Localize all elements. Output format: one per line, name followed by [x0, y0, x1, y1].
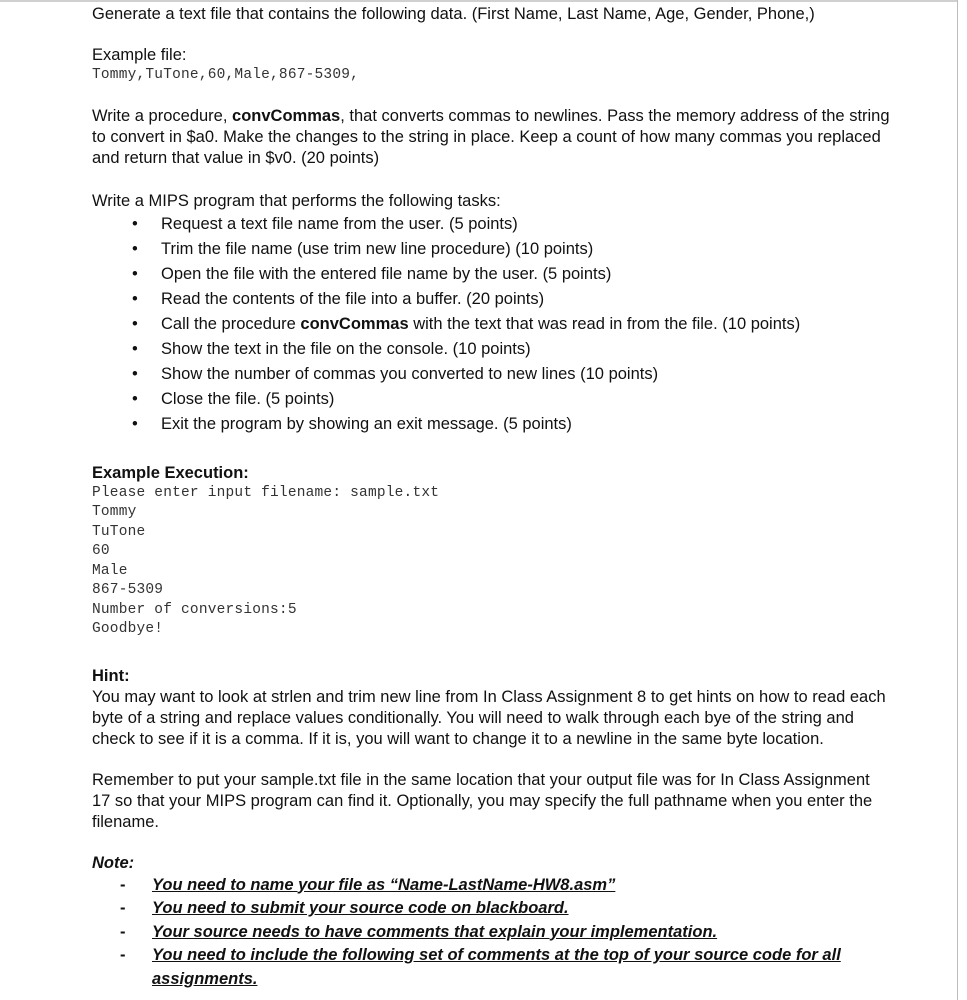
console-line: Tommy — [92, 504, 137, 520]
task-item: • Show the text in the file on the console. (10 points) — [92, 337, 892, 362]
bullet-icon: • — [132, 214, 138, 233]
dash-icon: - — [120, 922, 126, 941]
top-border — [0, 0, 957, 2]
bullet-icon: • — [132, 339, 138, 358]
dash-icon: - — [120, 875, 126, 894]
remember-paragraph: Remember to put your sample.txt file in the same location that your output file was for In Class Assignment 17 so that your MIPS program can find it. Optionally, you may specify the full pathname when you enter the filename. — [92, 770, 873, 831]
bullet-icon: • — [132, 414, 138, 433]
bullet-icon: • — [132, 239, 138, 258]
note-item: - You need to submit your source code on blackboard. — [92, 897, 892, 921]
bullet-icon: • — [132, 389, 138, 408]
task-item: • Call the procedure convCommas with the text that was read in from the file. (10 points) — [92, 312, 892, 337]
console-line: Number of conversions:5 — [92, 601, 297, 618]
console-line: Goodbye! — [92, 621, 164, 637]
tasks-intro: Write a MIPS program that performs the following tasks: — [92, 191, 501, 210]
procedure-paragraph — [92, 106, 892, 169]
dash-icon: - — [120, 899, 126, 917]
bullet-icon: • — [132, 364, 138, 383]
example-file-content: Tommy,TuTone,60,Male,867-5309, — [92, 67, 360, 83]
note-item: - Your source needs to have comments that explain your implementation. — [92, 921, 892, 945]
task-item: • Trim the file name (use trim new line procedure) (10 points) — [92, 237, 892, 262]
procedure-name-bold: convCommas — [232, 106, 341, 125]
task-item: • Exit the program by showing an exit message. (5 points) — [92, 412, 892, 437]
bullet-icon: • — [132, 264, 138, 283]
task-item: • Close the file. (5 points) — [92, 387, 892, 412]
right-border — [957, 0, 958, 1000]
console-line: TuTone — [92, 523, 146, 540]
task-item: • Show the number of commas you converted to new lines (10 points) — [92, 362, 892, 387]
console-line: 60 — [92, 543, 110, 559]
note-item: - You need to name your file as “Name-LastName-HW8.asm” — [92, 874, 892, 898]
note-item: - You need to include the following set of comments at the top of your source code for all assignments. — [120, 946, 841, 988]
bullet-icon: • — [132, 289, 138, 308]
bullet-icon: • — [132, 314, 138, 333]
notes-list — [92, 874, 892, 992]
task-item: • Request a text file name from the user. (5 points) — [92, 212, 892, 237]
procedure-text-after: , that converts commas to newlines. Pass the memory address of the string to convert in $a0. Make the changes to the string in place. Keep a count of how many commas you replaced and return that value in $v0. (20 points) — [92, 106, 890, 167]
example-file-label: Example file: — [92, 46, 187, 64]
task-item: • Read the contents of the file into a buffer. (20 points) — [92, 287, 892, 312]
document-content — [92, 4, 892, 991]
tasks-list — [92, 212, 892, 437]
intro-paragraph: Generate a text file that contains the following data. (First Name, Last Name, Age, Gender, Phone,) — [92, 5, 815, 23]
hint-label: Hint: — [92, 666, 130, 685]
example-execution-label: Example Execution: — [92, 463, 249, 482]
note-label: Note: — [92, 853, 135, 872]
console-line: Male — [92, 562, 128, 579]
hint-paragraph: You may want to look at strlen and trim new line from In Class Assignment 8 to get hints on how to read each byte of a string and replace values conditionally. You will need to walk through each bye of the string and check to see if it is a comma. If it is, you will want to change it to a newline in the same byte location. — [92, 687, 886, 748]
dash-icon: - — [120, 946, 126, 964]
procedure-text-before: Write a procedure, — [92, 106, 233, 125]
console-line: Please enter input filename: sample.txt — [92, 484, 440, 501]
example-execution-output — [92, 484, 892, 640]
task-item: • Open the file with the entered file name by the user. (5 points) — [92, 262, 892, 287]
console-line: 867-5309 — [92, 582, 164, 598]
